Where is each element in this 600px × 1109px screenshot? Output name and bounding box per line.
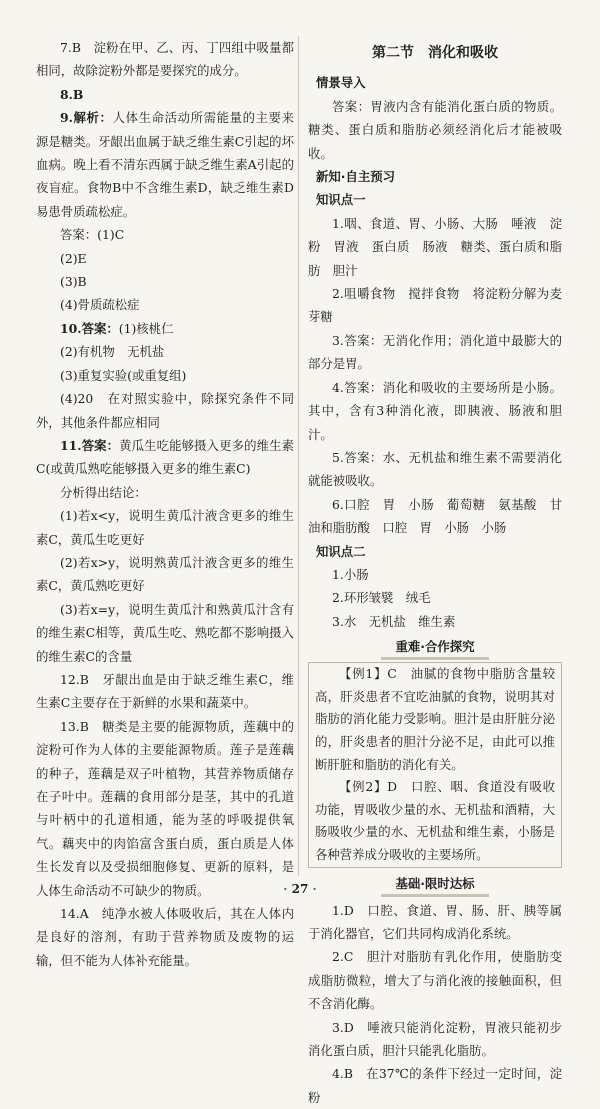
answer-9-sub-4: (4)骨质疏松症 — [60, 297, 140, 313]
knowledge-1-item-6: 6.口腔 胃 小肠 葡萄糖 氨基酸 甘油和脂肪酸 口腔 胃 小肠 小肠 — [308, 496, 562, 536]
knowledge-2-item-1: 1.小肠 — [332, 566, 369, 582]
heading-intro: 情景导入 — [316, 75, 366, 91]
knowledge-1-item-4: 4.答案：消化和吸收的主要场所是小肠。其中，含有3种消化液，即胰液、肠液和胆汁。 — [308, 379, 562, 442]
section-title: 第二节 消化和吸收 — [372, 45, 498, 61]
example-2: 【例2】D 口腔、咽、食道没有吸收功能，胃吸收少量的水、无机盐和酒精，大肠吸收少量的水、无机盐和维生素，小肠是各种营养成分吸收的主要场所。 — [315, 779, 555, 862]
answer-9-label: 9.解析： — [60, 110, 113, 126]
right-column — [308, 36, 562, 1109]
example-1: 【例1】C 油腻的食物中脂肪含量较高，肝炎患者不宜吃油腻的食物，说明其对脂肪的消化能力受影响。胆汁是由肝脏分泌的，肝炎患者的胆汁分泌不足，由此可以推断肝脏和脂肪的消化有关。 — [315, 666, 555, 772]
heading-focus: 重难·合作探究 — [381, 637, 488, 660]
answer-9-sub-3: (3)B — [60, 274, 87, 290]
answer-11-text: 黄瓜生吃能够摄入更多的维生素C(或黄瓜熟吃能够摄入更多的维生素C) — [36, 437, 294, 477]
answer-11-case-1: (1)若x<y，说明生黄瓜汁液含更多的维生素C，黄瓜生吃更好 — [36, 508, 294, 547]
heading-knowledge-1: 知识点一 — [316, 192, 366, 208]
knowledge-2-item-3: 3.水 无机盐 维生素 — [332, 613, 456, 629]
left-column — [36, 36, 294, 972]
knowledge-1-item-1: 1.咽、食道、胃、小肠、大肠 唾液 淀粉 胃液 蛋白质 肠液 糖类、蛋白质和脂肪 胆汁 — [308, 215, 562, 278]
page-number: · 27 · — [283, 882, 317, 896]
answer-9-text: 人体生命活动所需能量的主要来源是糖类。牙龈出血属于缺乏维生素C引起的坏血病。晚上看不清东西属于缺乏维生素A引起的夜盲症。食物B中不含维生素D，缺乏维生素D易患骨质疏松症。 — [36, 110, 295, 219]
answer-10 — [36, 317, 294, 340]
answer-10-text: (1)核桃仁 — [118, 320, 174, 336]
knowledge-2-item-2: 2.环形皱襞 绒毛 — [332, 590, 431, 606]
knowledge-1-item-2: 2.咀嚼食物 搅拌食物 将淀粉分解为麦芽糖 — [308, 286, 562, 325]
heading-knowledge-2: 知识点二 — [316, 543, 366, 559]
answer-10-label: 10.答案： — [60, 320, 119, 336]
answer-13: 13.B 糖类是主要的能源物质，莲藕中的淀粉可作为人体的主要能源物质。莲子是莲藕的种子，莲藕是双子叶植物，其营养物质储存在子叶中。莲藕的食用部分是茎，其中的孔道与叶柄中的孔道相通，能为茎的呼吸提供氧气。藕夹中的肉馅富含蛋白质，蛋白质是人体生长发育以及受损细胞修复、更新的原料，是人体生命活动不可缺少的物质。 — [36, 718, 294, 898]
answer-11-case-2: (2)若x>y，说明熟黄瓜汁液含更多的维生素C，黄瓜熟吃更好 — [36, 554, 294, 594]
answer-11 — [36, 434, 294, 481]
answer-14: 14.A 纯净水被人体吸收后，其在人体内是良好的溶剂，有助于营养物质及废物的运输，但不能为人体补充能量。 — [36, 906, 294, 968]
heading-new-knowledge: 新知·自主预习 — [316, 169, 396, 185]
examples-box — [308, 662, 562, 867]
page-number-value: 27 — [291, 882, 309, 896]
basic-answer-4: 4.B 在37℃的条件下经过一定时间，淀粉 — [308, 1066, 562, 1105]
answer-8: 8.B — [60, 86, 84, 102]
column-divider — [298, 36, 299, 876]
answer-9 — [36, 106, 294, 223]
answer-9-sub-1: 答案：(1)C — [60, 227, 125, 243]
answer-10-sub-3: (3)重复实验(或重复组) — [60, 367, 187, 383]
basic-answer-2: 2.C 胆汁对脂肪有乳化作用，使脂肪变成脂肪微粒，增大了与消化液的接触面积，但不含消化酶。 — [308, 949, 562, 1012]
answer-10-sub-4: (4)20 在对照实验中，除探究条件不同外，其他条件都应相同 — [36, 391, 294, 430]
answer-7: 7.B 淀粉在甲、乙、丙、丁四组中吸量都相同，故除淀粉外都是要探究的成分。 — [36, 40, 294, 79]
heading-focus-bar — [308, 635, 562, 660]
knowledge-1-item-3: 3.答案：无消化作用；消化道中最膨大的部分是胃。 — [308, 332, 562, 372]
answer-10-sub-2: (2)有机物 无机盐 — [60, 344, 165, 360]
basic-answer-3: 3.D 唾液只能消化淀粉，胃液只能初步消化蛋白质，胆汁只能乳化脂肪。 — [308, 1019, 562, 1058]
answer-11-case-3: (3)若x=y，说明生黄瓜汁和熟黄瓜汁含有的维生素C相等，黄瓜生吃、熟吃都不影响摄入的维生素C的含量 — [36, 601, 294, 664]
answer-9-sub-2: (2)E — [60, 250, 87, 266]
intro-answer: 答案：胃液内含有能消化蛋白质的物质。糖类、蛋白质和脂肪必须经消化后才能被吸收。 — [308, 98, 562, 161]
answer-11-label: 11.答案： — [60, 437, 120, 453]
answer-11-conclusion: 分析得出结论： — [60, 484, 147, 500]
answer-12: 12.B 牙龈出血是由于缺乏维生素C，维生素C主要存在于新鲜的水果和蔬菜中。 — [36, 671, 294, 711]
heading-basic: 基础·限时达标 — [381, 874, 488, 897]
basic-answer-1: 1.D 口腔、食道、胃、肠、肝、胰等属于消化器官，它们共同构成消化系统。 — [308, 902, 562, 941]
knowledge-1-item-5: 5.答案：水、无机盐和维生素不需要消化就能被吸收。 — [308, 449, 562, 489]
